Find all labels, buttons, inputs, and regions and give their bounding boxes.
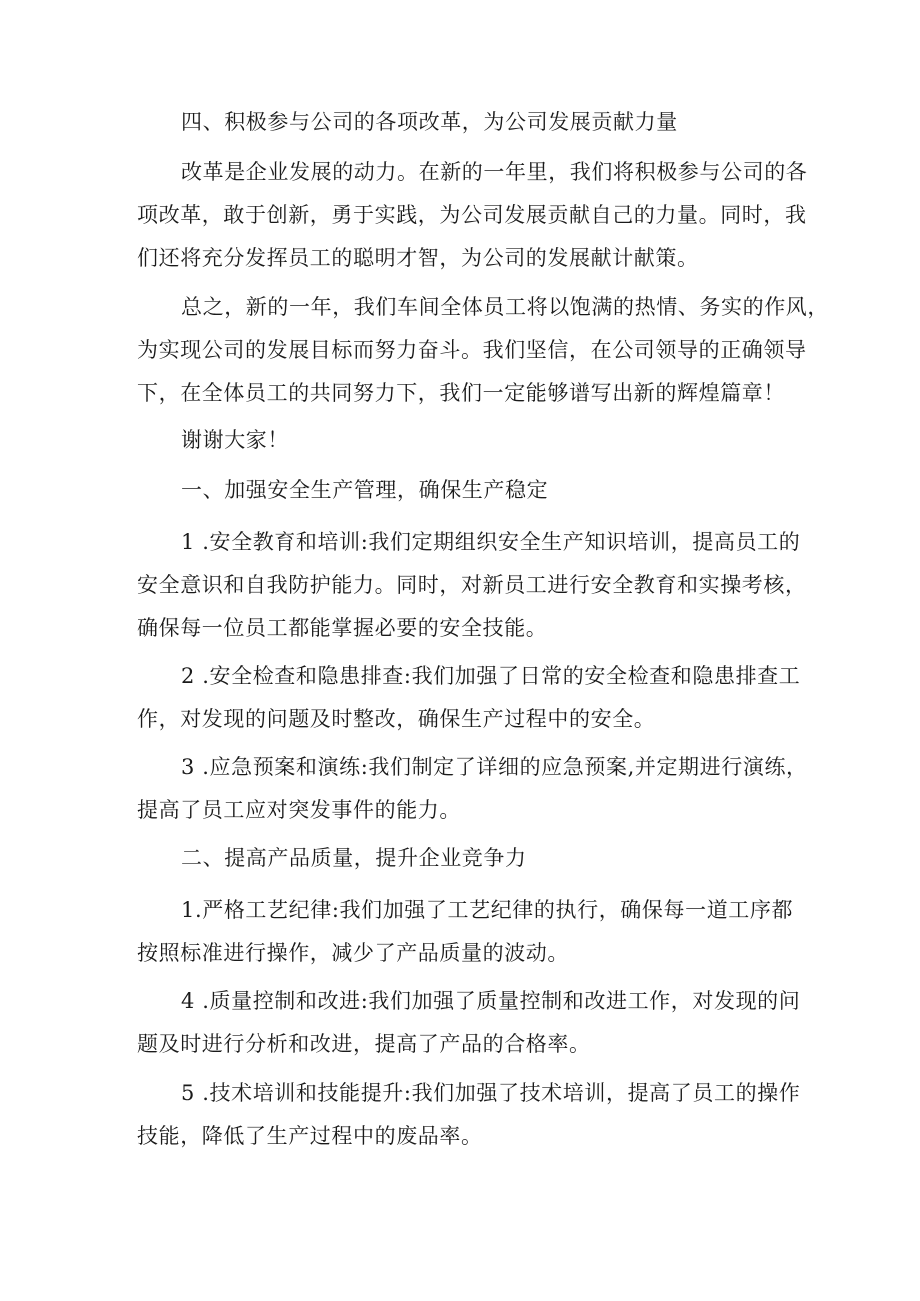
text-line: 下，在全体员工的共同努力下，我们一定能够谱写出新的辉煌篇章！ [137,381,785,405]
paragraph-reform [137,151,808,280]
list-item-process-discipline [137,889,794,975]
paragraph-conclusion [137,286,829,415]
paragraph-thanks [137,419,787,462]
text-line: 提高了员工应对突发事件的能力。 [137,798,461,822]
text-line: 3 .应急预案和演练:我们制定了详细的应急预案,并定期进行演练， [181,755,808,779]
text-line: 改革是企业发展的动力。在新的一年里，我们将积极参与公司的各 [181,160,808,184]
list-item-safety-training [137,521,807,650]
text-line: 二、提高产品质量，提升企业竞争力 [181,846,527,870]
list-item-emergency-plan [137,746,808,832]
text-line: 题及时进行分析和改进，提高了产品的合格率。 [137,1032,591,1056]
text-line: 4 .质量控制和改进:我们加强了质量控制和改进工作，对发现的问 [181,989,801,1013]
text-line: 5 .技术培训和技能提升:我们加强了技术培训，提高了员工的操作 [181,1081,801,1105]
text-line: 安全意识和自我防护能力。同时，对新员工进行安全教育和实操考核， [137,573,807,597]
text-line: 1 .安全教育和培训:我们定期组织安全生产知识培训，提高员工的 [181,530,801,554]
text-line: 项改革，敢于创新，勇于实践，为公司发展贡献自己的力量。同时，我 [137,203,807,227]
text-line: 总之，新的一年，我们车间全体员工将以饱满的热情、务实的作风， [181,295,829,319]
text-line: 一、加强安全生产管理，确保生产稳定 [181,478,549,502]
text-line: 按照标准进行操作，减少了产品质量的波动。 [137,941,569,965]
section-heading-2 [137,837,787,880]
section-heading-1 [137,469,787,512]
text-line: 为实现公司的发展目标而努力奋斗。我们坚信，在公司领导的正确领导 [137,338,807,362]
section-heading-4 [137,101,787,144]
text-line: 作，对发现的问题及时整改，确保生产过程中的安全。 [137,707,656,731]
list-item-safety-inspection [137,655,801,741]
text-line: 技能，降低了生产过程中的废品率。 [137,1124,483,1148]
text-line: 确保每一位员工都能掌握必要的安全技能。 [137,616,548,640]
text-line: 1.严格工艺纪律:我们加强了工艺纪律的执行，确保每一道工序都 [181,898,794,922]
list-item-technical-training [137,1072,801,1158]
text-line: 谢谢大家！ [181,428,289,452]
text-line: 四、积极参与公司的各项改革，为公司发展贡献力量 [181,110,678,134]
text-line: 2 .安全检查和隐患排查:我们加强了日常的安全检查和隐患排查工 [181,664,801,688]
text-line: 们还将充分发挥员工的聪明才智，为公司的发展献计献策。 [137,246,699,270]
list-item-quality-control [137,980,801,1066]
